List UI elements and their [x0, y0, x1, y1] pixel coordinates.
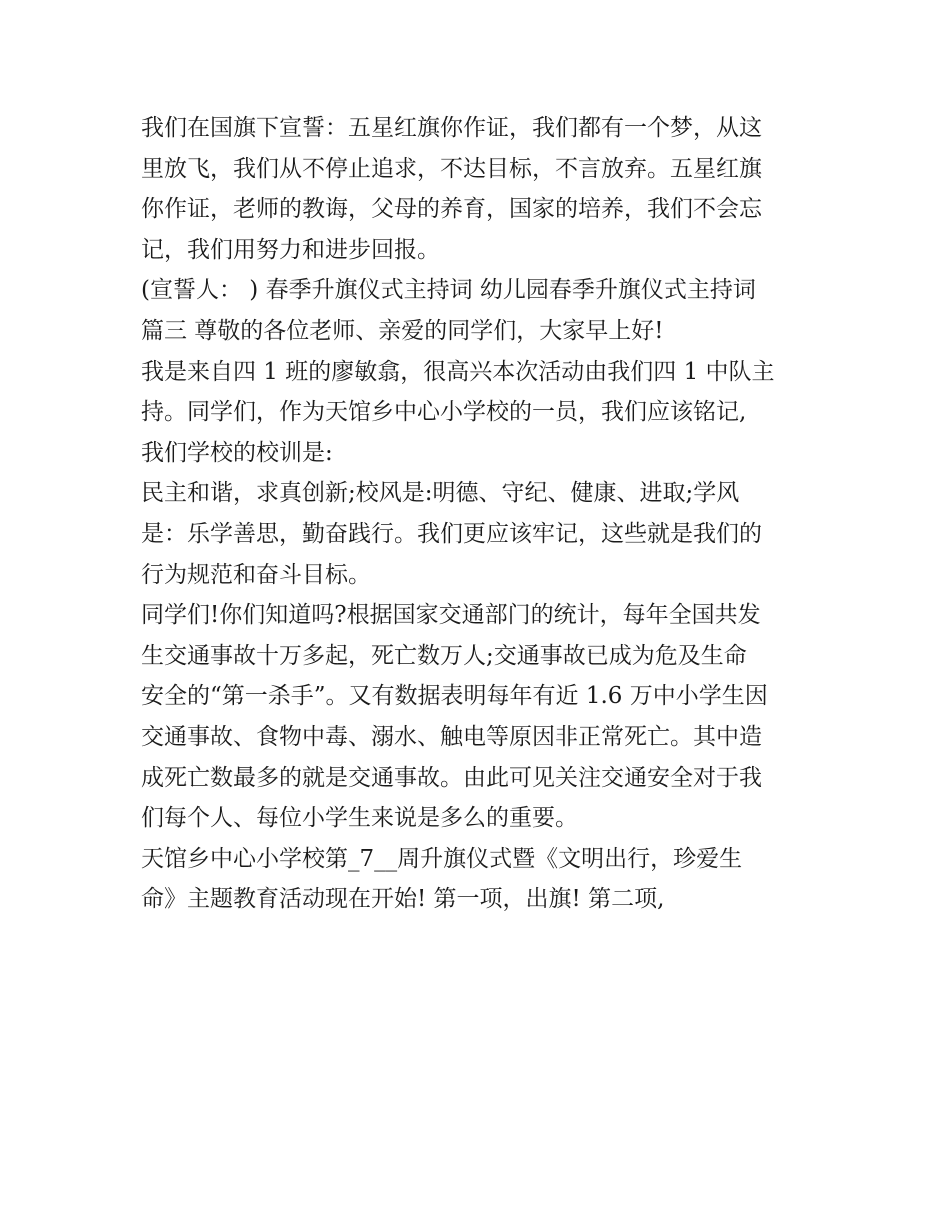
text-line: 民主和谐，求真创新;校风是:明德、守纪、健康、进取;学风 [141, 480, 740, 507]
text-line: 持。同学们，作为天馆乡中心小学校的一员，我们应该铭记, [141, 399, 747, 426]
text-line: (宣誓人： ) 春季升旗仪式主持词 幼儿园春季升旗仪式主持词 [141, 277, 756, 304]
text-line: 们每个人、每位小学生来说是多么的重要。 [141, 805, 578, 832]
text-line: 行为规范和奋斗目标。 [141, 561, 371, 588]
text-line: 你作证，老师的教诲，父母的养育，国家的培养，我们不会忘 [141, 196, 762, 223]
text-line: 我们学校的校训是: [141, 439, 333, 466]
text-line: 我们在国旗下宣誓：五星红旗你作证，我们都有一个梦，从这 [141, 115, 762, 141]
text-line: 成死亡数最多的就是交通事故。由此可见关注交通安全对于我 [141, 764, 762, 791]
text-line: 里放飞，我们从不停止追求，不达目标，不言放弃。五星红旗 [141, 155, 762, 182]
text-line: 生交通事故十万多起，死亡数万人;交通事故已成为危及生命 [141, 642, 747, 669]
text-line: 安全的“第一杀手”。又有数据表明每年有近 1.6 万中小学生因 [141, 683, 768, 710]
text-line: 篇三 尊敬的各位老师、亲爱的同学们，大家早上好! [141, 317, 664, 344]
text-line: 命》主题教育活动现在开始! 第一项，出旗! 第二项, [141, 886, 665, 913]
document-body [141, 108, 821, 920]
text-line: 我是来自四 1 班的廖敏翕，很高兴本次活动由我们四 1 中队主 [141, 358, 775, 385]
text-line: 同学们!你们知道吗?根据国家交通部门的统计，每年全国共发 [141, 602, 761, 629]
text-line: 交通事故、食物中毒、溺水、触电等原因非正常死亡。其中造 [141, 723, 762, 750]
text-line: 记，我们用努力和进步回报。 [141, 236, 440, 263]
text-line: 是：乐学善思，勤奋践行。我们更应该牢记，这些就是我们的 [141, 520, 762, 547]
text-line: 天馆乡中心小学校第_7__周升旗仪式暨《文明出行，珍爱生 [141, 845, 743, 872]
